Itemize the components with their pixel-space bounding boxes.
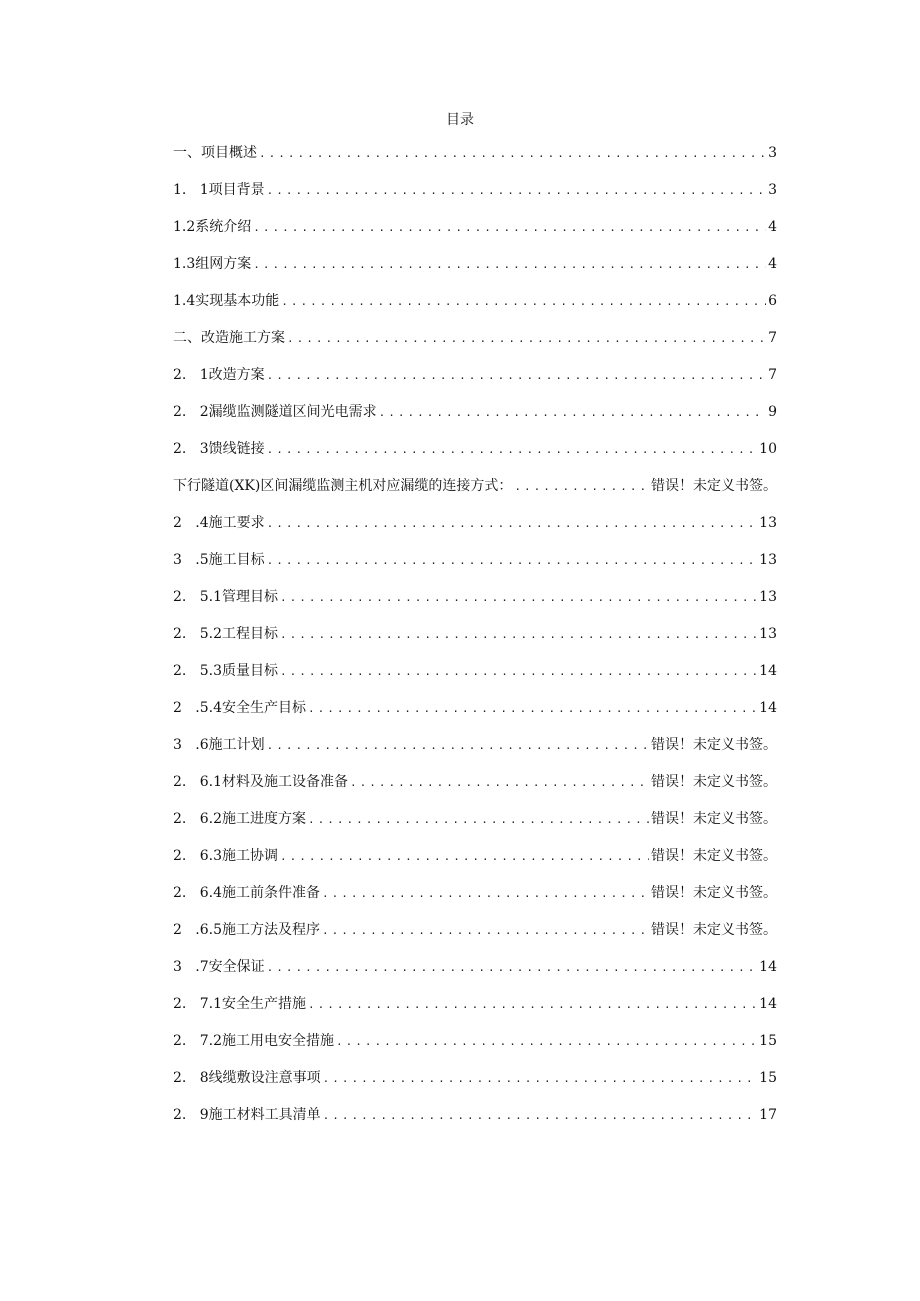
toc-entry-page: 错误！未定义书签。: [651, 848, 777, 864]
toc-entry-text: 1改造方案: [199, 367, 265, 383]
toc-entry[interactable]: [173, 994, 777, 1031]
toc-dot-leader: [280, 662, 757, 682]
toc-entry[interactable]: [173, 957, 777, 994]
toc-entry-number: 3: [173, 552, 196, 568]
toc-entry-text: 5.3质量目标: [199, 663, 278, 679]
toc-dot-leader: [280, 847, 649, 867]
toc-dot-leader: [267, 366, 766, 386]
toc-entry[interactable]: [173, 846, 777, 883]
toc-entry-page: 7: [768, 367, 777, 383]
toc-entry-page: 14: [759, 996, 777, 1012]
toc-entry[interactable]: [173, 365, 777, 402]
toc-entry[interactable]: [173, 772, 777, 809]
toc-entry-text: 7.1安全生产措施: [199, 996, 306, 1012]
toc-entry-number: 2.: [173, 1033, 200, 1049]
toc-entry-text: 5.1管理目标: [199, 589, 278, 605]
toc-entry-text: 下行隧道(XK)区间漏缆监测主机对应漏缆的连接方式：: [173, 478, 513, 494]
toc-entry[interactable]: [173, 143, 777, 180]
toc-entry-text: 3馈线链接: [199, 441, 265, 457]
toc-entry-text: 5.2工程目标: [199, 626, 278, 642]
toc-entry-page: 14: [759, 700, 777, 716]
toc-entry-number: 2.: [173, 367, 200, 383]
toc-dot-leader: [350, 773, 649, 793]
toc-entry-page: 3: [768, 145, 777, 161]
toc-dot-leader: [322, 884, 649, 904]
toc-dot-leader: [308, 810, 649, 830]
toc-entry-number: 2: [173, 922, 196, 938]
toc-entry[interactable]: [173, 180, 777, 217]
toc-entry-text: 6.2施工进度方案: [199, 811, 306, 827]
toc-dot-leader: [280, 625, 757, 645]
toc-entry-text: 6.4施工前条件准备: [199, 885, 320, 901]
toc-dot-leader: [280, 588, 757, 608]
toc-entry[interactable]: [173, 217, 777, 254]
toc-entry-number: 2.: [173, 441, 200, 457]
toc-entry[interactable]: [173, 1068, 777, 1105]
toc-entry-number: 3: [173, 959, 196, 975]
toc-entry-text: 9施工材料工具清单: [199, 1107, 321, 1123]
toc-dot-leader: [267, 551, 758, 571]
toc-entry[interactable]: [173, 402, 777, 439]
toc-entry-page: 错误！未定义书签。: [651, 737, 777, 753]
toc-entry[interactable]: [173, 624, 777, 661]
toc-entry-number: 2.: [173, 626, 200, 642]
toc-dot-leader: [308, 699, 757, 719]
toc-entry[interactable]: [173, 513, 777, 550]
toc-entry-text: 1.2系统介绍: [173, 219, 252, 235]
toc-entry[interactable]: [173, 698, 777, 735]
toc-entry[interactable]: [173, 328, 777, 365]
toc-dot-leader: [323, 1069, 758, 1089]
toc-entry-page: 13: [759, 552, 777, 568]
toc-entry-text: .6施工计划: [195, 737, 265, 753]
toc-dot-leader: [514, 477, 649, 497]
toc-dot-leader: [267, 181, 766, 201]
toc-entry-text: 8线缆敷设注意事项: [199, 1070, 321, 1086]
toc-title: 目录: [446, 112, 474, 128]
toc-entry-text: .5.4安全生产目标: [195, 700, 306, 716]
toc-dot-leader: [281, 292, 766, 312]
toc-dot-leader: [322, 921, 649, 941]
toc-entry-number: 2.: [173, 589, 200, 605]
toc-entry[interactable]: [173, 661, 777, 698]
toc-dot-leader: [267, 958, 758, 978]
toc-entry-text: 1项目背景: [199, 182, 265, 198]
toc-entry-number: 2.: [173, 996, 200, 1012]
toc-entry-number: 2.: [173, 774, 200, 790]
toc-entry-text: .4施工要求: [195, 515, 265, 531]
toc-dot-leader: [259, 144, 766, 164]
toc-entry[interactable]: [173, 550, 777, 587]
toc-entry[interactable]: [173, 439, 777, 476]
toc-dot-leader: [267, 440, 758, 460]
toc-entry-page: 错误！未定义书签。: [651, 922, 777, 938]
toc-entry-number: 2.: [173, 811, 200, 827]
toc-entry-number: 2.: [173, 1070, 200, 1086]
toc-entry-page: 3: [768, 182, 777, 198]
toc-entry-page: 14: [759, 959, 777, 975]
toc-entry-text: 1.4实现基本功能: [173, 293, 280, 309]
toc-entry-number: 2: [173, 700, 196, 716]
toc-entry-page: 13: [759, 626, 777, 642]
toc-entry-page: 15: [759, 1033, 777, 1049]
toc-entry[interactable]: [173, 1105, 777, 1142]
toc-dot-leader: [308, 995, 757, 1015]
toc-entry-text: 一、项目概述: [173, 145, 257, 161]
toc-entry-text: 二、改造施工方案: [173, 330, 285, 346]
toc-dot-leader: [253, 218, 766, 238]
toc-entry-text: .5施工目标: [195, 552, 265, 568]
toc-entry-text: 2漏缆监测隧道区间光电需求: [199, 404, 377, 420]
toc-entry-number: 2.: [173, 885, 200, 901]
table-of-contents: [173, 143, 777, 1142]
toc-entry[interactable]: [173, 920, 777, 957]
toc-entry-page: 9: [768, 404, 777, 420]
toc-entry-text: 6.3施工协调: [199, 848, 278, 864]
toc-entry-number: 1.: [173, 182, 200, 198]
toc-entry[interactable]: [173, 476, 777, 513]
toc-entry[interactable]: [173, 883, 777, 920]
toc-entry-page: 错误！未定义书签。: [651, 811, 777, 827]
toc-entry-number: 3: [173, 737, 196, 753]
toc-entry-page: 6: [768, 293, 777, 309]
toc-entry-text: 1.3组网方案: [173, 256, 252, 272]
toc-entry[interactable]: [173, 809, 777, 846]
toc-entry-number: 2.: [173, 663, 200, 679]
toc-dot-leader: [287, 329, 766, 349]
toc-entry-page: 错误！未定义书签。: [651, 478, 777, 494]
toc-entry-page: 4: [768, 256, 777, 272]
toc-entry[interactable]: [173, 735, 777, 772]
toc-entry-page: 7: [768, 330, 777, 346]
toc-entry-page: 14: [759, 663, 777, 679]
toc-entry-text: .6.5施工方法及程序: [195, 922, 320, 938]
toc-entry-page: 13: [759, 515, 777, 531]
toc-entry-page: 13: [759, 589, 777, 605]
toc-entry-page: 错误！未定义书签。: [651, 774, 777, 790]
toc-entry-number: 2: [173, 515, 196, 531]
toc-entry[interactable]: [173, 587, 777, 624]
toc-entry[interactable]: [173, 291, 777, 328]
toc-entry-page: 15: [759, 1070, 777, 1086]
toc-entry-text: 6.1材料及施工设备准备: [199, 774, 348, 790]
toc-entry-text: .7安全保证: [195, 959, 265, 975]
toc-dot-leader: [323, 1106, 758, 1126]
toc-entry[interactable]: [173, 1031, 777, 1068]
toc-entry-page: 错误！未定义书签。: [651, 885, 777, 901]
toc-dot-leader: [379, 403, 766, 423]
toc-dot-leader: [336, 1032, 757, 1052]
toc-entry-page: 4: [768, 219, 777, 235]
toc-entry-number: 2.: [173, 1107, 200, 1123]
toc-entry-page: 17: [759, 1107, 777, 1123]
toc-entry-text: 7.2施工用电安全措施: [199, 1033, 334, 1049]
toc-entry-number: 2.: [173, 848, 200, 864]
toc-dot-leader: [253, 255, 766, 275]
toc-entry[interactable]: [173, 254, 777, 291]
toc-dot-leader: [267, 736, 649, 756]
toc-dot-leader: [267, 514, 758, 534]
toc-entry-number: 2.: [173, 404, 200, 420]
toc-entry-page: 10: [759, 441, 777, 457]
